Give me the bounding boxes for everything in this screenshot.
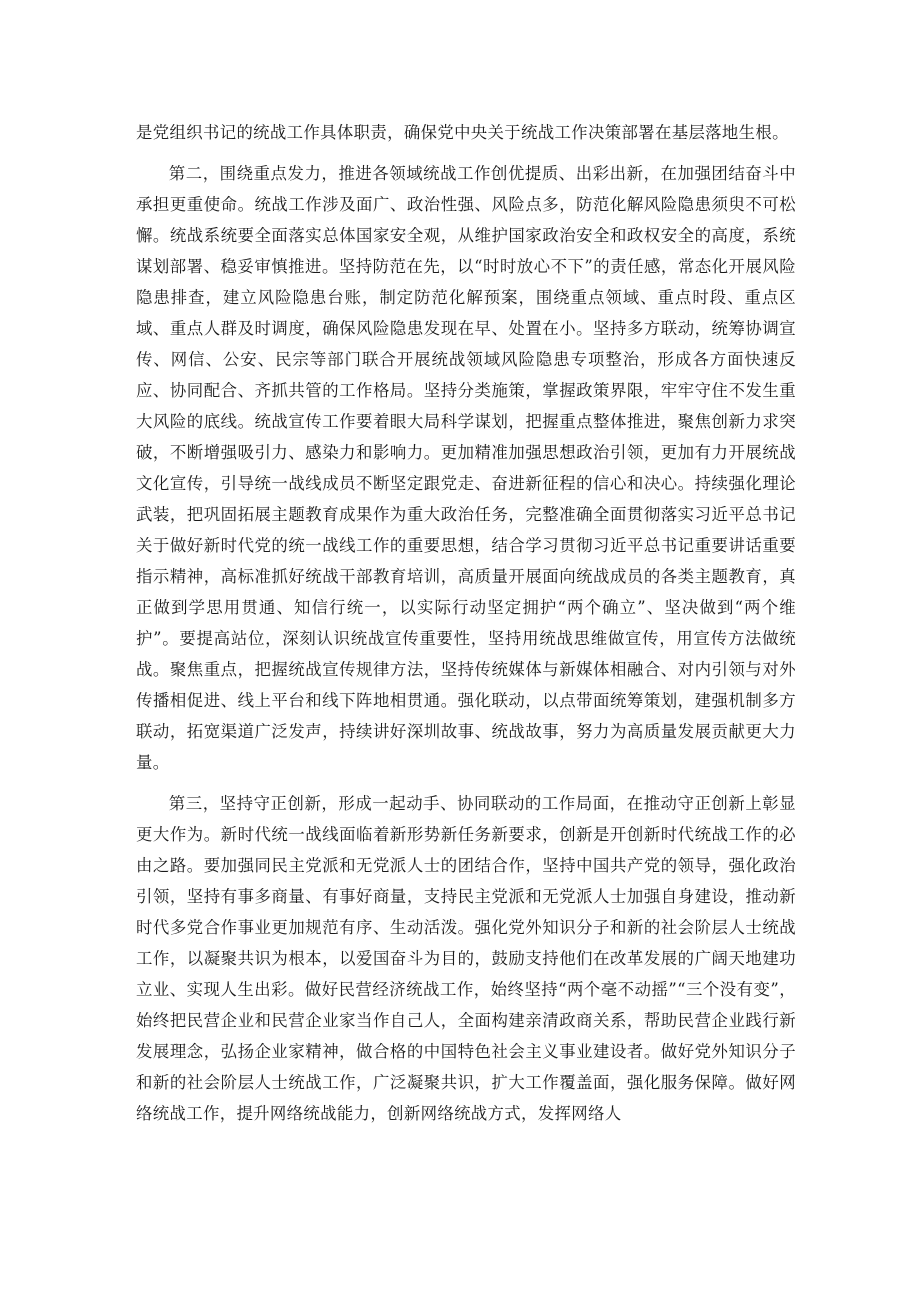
document-body: [136, 117, 796, 1129]
paragraph-continuation: 是党组织书记的统战工作具体职责，确保党中央关于统战工作决策部署在基层落地生根。: [136, 123, 789, 142]
paragraph-second-point: 第二，围绕重点发力，推进各领域统战工作创优提质、出彩出新，在加强团结奋斗中承担更重使命。统战工作涉及面广、政治性强、风险点多，防范化解风险隐患须臾不可松懈。统战系统要全面落实总体国家安全观，从维护国家政治安全和政权安全的高度，系统谋划部署、稳妥审慎推进。坚持防范在先，以“时时放心不下”的责任感，常态化开展风险隐患排查，建立风险隐患台账，制定防范化解预案，围绕重点领域、重点时段、重点区域、重点人群及时调度，确保风险隐患发现在早、处置在小。坚持多方联动，统筹协调宣传、网信、公安、民宗等部门联合开展统战领域风险隐患专项整治，形成各方面快速反应、协同配合、齐抓共管的工作格局。坚持分类施策，掌握政策界限，牢牢守住不发生重大风险的底线。统战宣传工作要着眼大局科学谋划，把握重点整体推进，聚焦创新力求突破，不断增强吸引力、感染力和影响力。更加精准加强思想政治引领，更加有力开展统战文化宣传，引导统一战线成员不断坚定跟党走、奋进新征程的信心和决心。持续强化理论武装，把巩固拓展主题教育成果作为重大政治任务，完整准确全面贯彻落实习近平总书记关于做好新时代党的统一战线工作的重要思想，结合学习贯彻习近平总书记重要讲话重要指示精神，高标准抓好统战干部教育培训，高质量开展面向统战成员的各类主题教育，真正做到学思用贯通、知信行统一，以实际行动坚定拥护“两个确立”、坚决做到“两个维护”。要提高站位，深刻认识统战宣传重要性，坚持用统战思维做宣传，用宣传方法做统战。聚焦重点，把握统战宣传规律方法，坚持传统媒体与新媒体相融合、对内引领与对外传播相促进、线上平台和线下阵地相贯通。强化联动，以点带面统筹策划，建强机制多方联动，拓宽渠道广泛发声，持续讲好深圳故事、统战故事，努力为高质量发展贡献更大力量。: [136, 164, 796, 772]
paragraph-third-point: 第三，坚持守正创新，形成一起动手、协同联动的工作局面，在推动守正创新上彰显更大作为。新时代统一战线面临着新形势新任务新要求，创新是开创新时代统战工作的必由之路。要加强同民主党派和无党派人士的团结合作，坚持中国共产党的领导，强化政治引领，坚持有事多商量、有事好商量，支持民主党派和无党派人士加强自身建设，推动新时代多党合作事业更加规范有序、生动活泼。强化党外知识分子和新的社会阶层人士统战工作，以凝聚共识为根本，以爱国奋斗为目的，鼓励支持他们在改革发展的广阔天地建功立业、实现人生出彩。做好民营经济统战工作，始终坚持“两个毫不动摇”“三个没有变”，始终把民营企业和民营企业家当作自己人，全面构建亲清政商关系，帮助民营企业践行新发展理念，弘扬企业家精神，做合格的中国特色社会主义事业建设者。做好党外知识分子和新的社会阶层人士统战工作，广泛凝聚共识，扩大工作覆盖面，强化服务保障。做好网络统战工作，提升网络统战能力，创新网络统战方式，发挥网络人: [136, 794, 796, 1123]
